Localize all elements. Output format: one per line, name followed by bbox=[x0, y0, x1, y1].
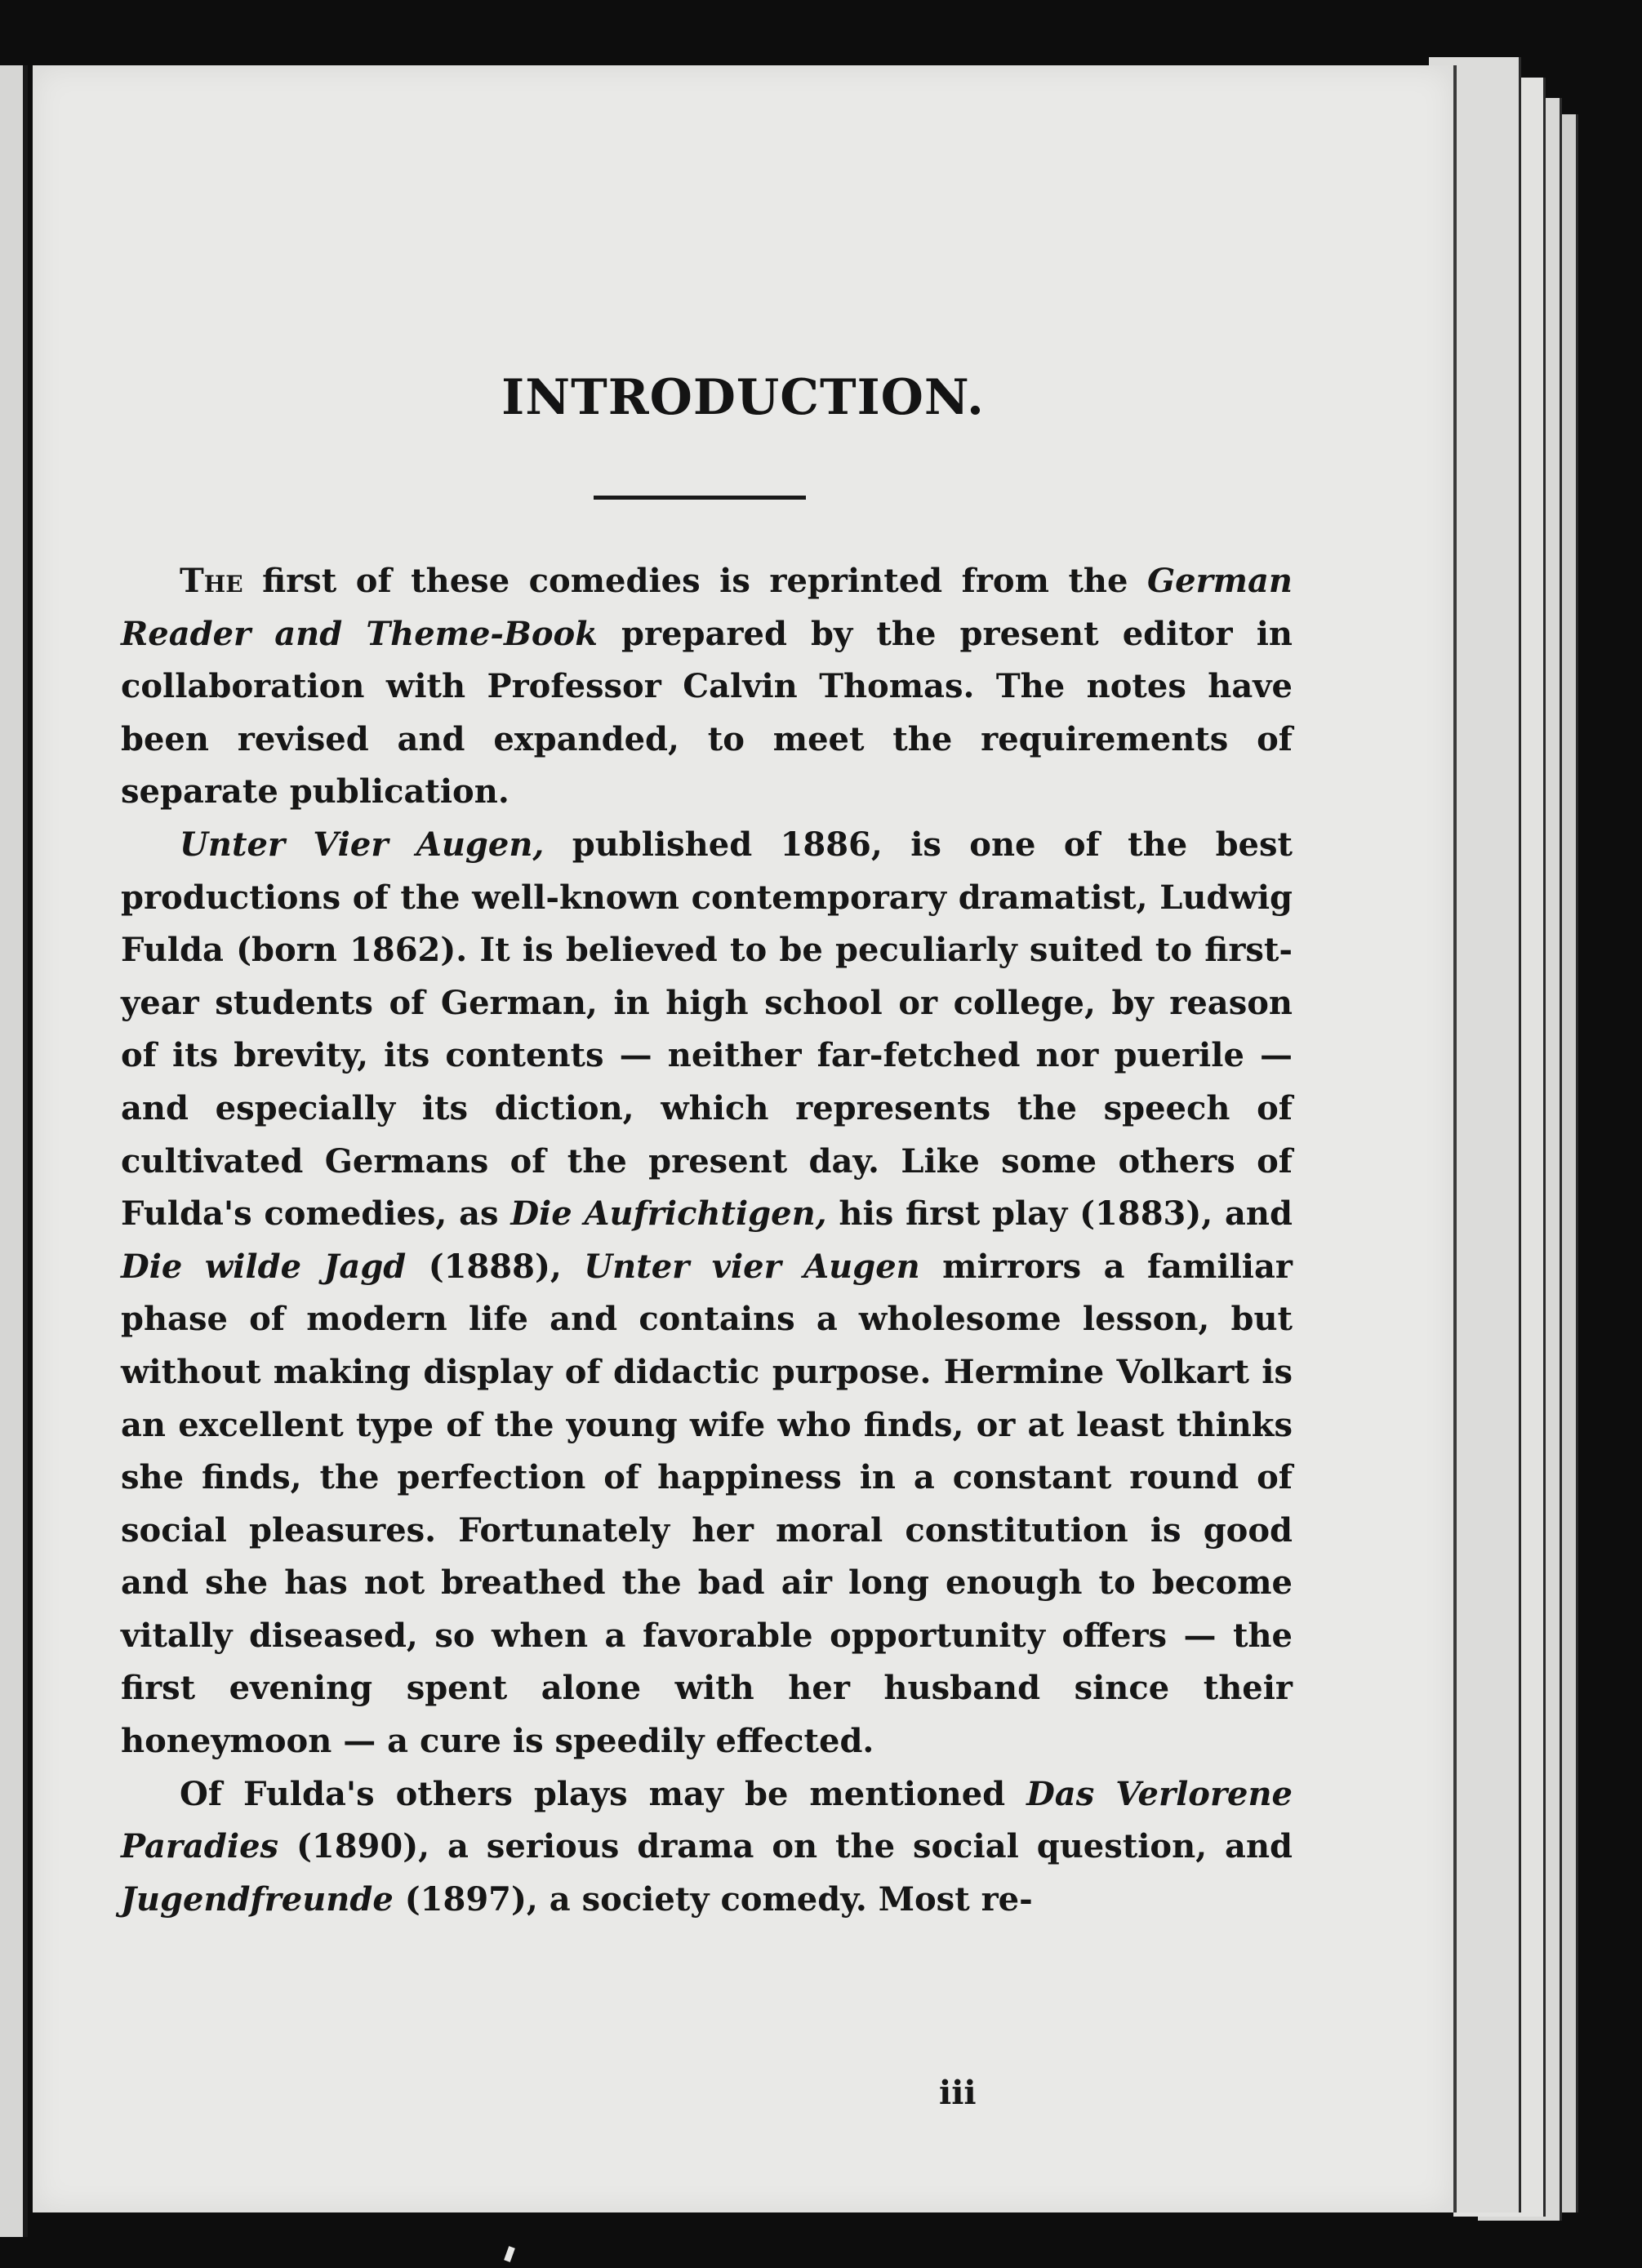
paragraph-text: mirrors a familiar phase of modern life and contains a wholesome lesson, but without making display of didactic purpose. Hermine Volkart is an excellent type of the young wife who finds, or at least thinks she finds, the perfection of happiness in a constant round of social pleasures. Fortunately her moral constitution is good and she has not breathed the bad air long enough to become vitally diseased, so when a favorable opportunity offers — the first evening spent alone with her husband since their honeymoon — a cure is speedily effected. bbox=[121, 1247, 1293, 1761]
book-page bbox=[33, 65, 1457, 2212]
page-number: iii bbox=[939, 2074, 977, 2112]
paragraph-text: first of these comedies is reprinted from the bbox=[243, 562, 1147, 600]
italic-title-text: Jugendfreunde bbox=[121, 1879, 394, 1919]
italic-title-text: Unter Vier Augen, bbox=[180, 825, 545, 864]
italic-title-text: German Reader and Theme-Book bbox=[121, 562, 1293, 653]
chapter-heading: INTRODUCTION. bbox=[501, 369, 985, 426]
heading-rule bbox=[594, 496, 806, 500]
paragraph-text: (1890), a serious drama on the social question, and bbox=[278, 1827, 1293, 1866]
italic-title-text: Unter vier Augen bbox=[584, 1247, 920, 1286]
body-text bbox=[121, 555, 1293, 1926]
paragraph-3 bbox=[121, 1768, 1293, 1927]
paragraph-text: published 1886, is one of the best productions of the well-known contemporary dramatist, Ludwig Fulda (born 1862). It is believed to be peculiarly suited to first-year students of German, in high school or college, by reason of its brevity, its contents — neither far-fetched nor puerile — and especially its diction, which represents the speech of cultivated Germans of the present day. Like some others of Fulda's comedies, as bbox=[121, 825, 1293, 1234]
italic-title-text: Die Aufrichtigen, bbox=[510, 1194, 827, 1234]
paragraph-text: Of Fulda's others plays may be mentioned bbox=[180, 1774, 1027, 1813]
scan-speck bbox=[504, 2246, 515, 2262]
paragraph-2 bbox=[121, 819, 1293, 1768]
italic-title-text: Die wilde Jagd bbox=[121, 1247, 407, 1286]
paragraph-text: prepared by the present editor in collaboration with Professor Calvin Thomas. The notes have been revised and expanded, to meet the requirements of separate publication. bbox=[121, 614, 1293, 812]
facing-page-edge bbox=[0, 65, 28, 2237]
paragraph-text: (1897), a society comedy. Most re- bbox=[393, 1879, 1033, 1919]
paragraph-text: (1888), bbox=[406, 1247, 585, 1286]
paragraph-text: The bbox=[180, 562, 243, 600]
paragraph-1 bbox=[121, 555, 1293, 819]
paragraph-text: his first play (1883), and bbox=[826, 1194, 1293, 1234]
italic-title-text: Das Verlorene Paradies bbox=[121, 1774, 1293, 1866]
